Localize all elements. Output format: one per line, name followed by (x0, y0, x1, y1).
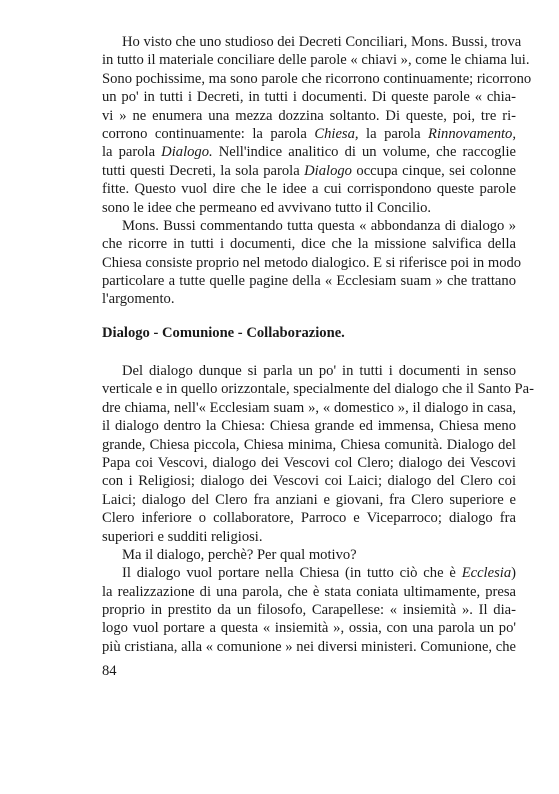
text-line: che ricorre in tutti i documenti, dice che la missione salvifica della (102, 236, 516, 253)
text-line: Ho visto che uno studioso dei Decreti Conciliari, Mons. Bussi, trova (122, 34, 522, 50)
paragraph-block-1 (102, 33, 532, 309)
text-line: Laici; dialogo del Clero fra anziani e giovani, fra Clero superiore e (102, 491, 516, 508)
text-line: dre chiama, nell'« Ecclesiam suam », « domestico », il dialogo in casa, (102, 399, 516, 416)
text-line: sono le idee che permeano ed avvivano tutto il Concilio. (102, 199, 432, 216)
text-line: in tutto il materiale conciliare delle parole « chiavi », come le chiama lui. (102, 52, 530, 69)
text-line: la parola Dialogo. Nell'indice analitico di un volume, che raccoglie (102, 144, 516, 161)
text-line: vi » ne enumera una mezza dozzina soltanto. Di queste, poi, tre ri- (102, 107, 516, 124)
page-number: 84 (102, 663, 117, 679)
text-line: proprio in prestito da un filosofo, Carapellese: « insiemità ». Il dia- (102, 602, 516, 619)
text-line: corrono continuamente: la parola Chiesa, la parola Rinnovamento, (102, 125, 516, 142)
text-line: Chiesa consiste proprio nel metodo dialogico. E si riferisce poi in modo (102, 254, 522, 271)
text-line: Mons. Bussi commentando tutta questa « abbondanza di dialogo » (122, 217, 516, 234)
text-line: grande, Chiesa piccola, Chiesa minima, Chiesa comunità. Dialogo del (102, 436, 516, 453)
text-line: superiori e sudditi religiosi. (102, 528, 263, 545)
text-line: fitte. Questo vuol dire che le idee a cui corrispondono queste parole (102, 181, 516, 198)
text-line: l'argomento. (102, 291, 175, 308)
text-line: Papa coi Vescovi, dialogo dei Vescovi col Clero; dialogo dei Vescovi (102, 454, 516, 471)
text-line: logo vuol portare a questa « insiemità », ossia, con una parola un po' (102, 620, 516, 637)
text-line: Clero inferiore o collaboratore, Parroco e Viceparroco; dialogo fra (102, 510, 516, 527)
text-line: la realizzazione di una parola, che è stata coniata ultimamente, presa (102, 583, 516, 600)
text-line: il dialogo dentro la Chiesa: Chiesa grande ed immensa, Chiesa meno (102, 418, 516, 435)
text-line: Il dialogo vuol portare nella Chiesa (in tutto ciò che è Ecclesia) (122, 565, 516, 582)
text-line: più cristiana, alla « comunione » nei diversi ministeri. Comunione, che (102, 638, 516, 655)
text-line: verticale e in quello orizzontale, specialmente del dialogo che il Santo Pa- (102, 381, 534, 398)
section-heading: Dialogo - Comunione - Collaborazione. (102, 325, 345, 341)
text-line: particolare a tutte quelle pagine della « Ecclesiam suam » che trattano (102, 273, 516, 290)
text-line: un po' in tutti i Decreti, in tutti i documenti. Di queste parole « chia- (102, 89, 516, 106)
text-line: tutti questi Decreti, la sola parola Dialogo occupa cinque, sei colonne (102, 162, 517, 179)
paragraph-block-2 (102, 362, 534, 656)
text-line: con i Religiosi; dialogo dei Vescovi coi Laici; dialogo del Clero coi (102, 473, 516, 490)
text-line: Del dialogo dunque si parla un po' in tutti i documenti in senso (122, 363, 516, 379)
text-line: Sono pochissime, ma sono parole che ricorrono continuamente; ricorrono (102, 70, 532, 87)
text-line: Ma il dialogo, perchè? Per qual motivo? (122, 546, 357, 563)
